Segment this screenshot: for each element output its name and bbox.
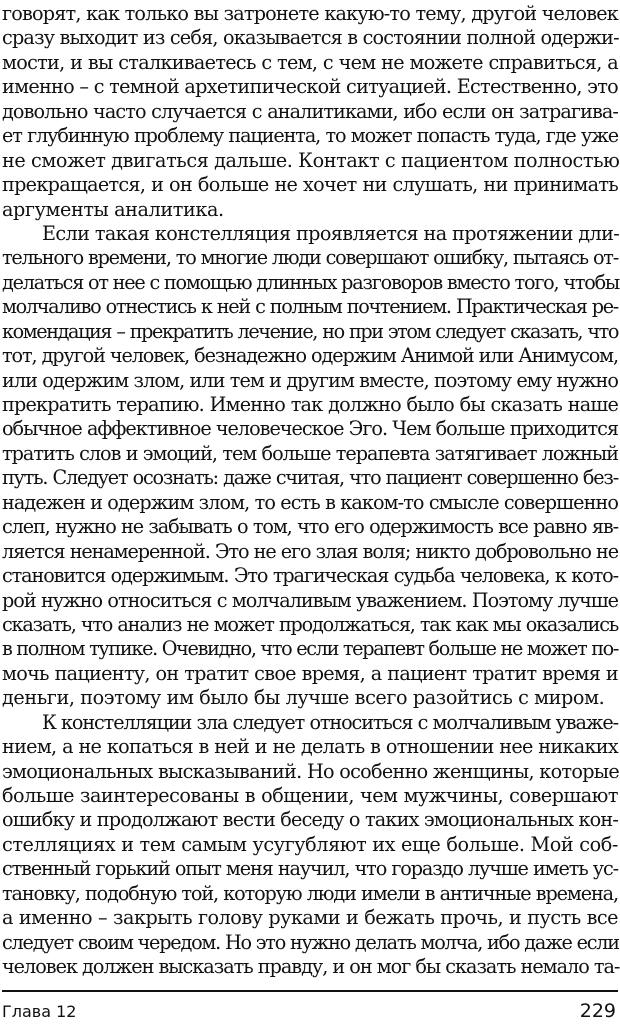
footer-divider [2,990,618,992]
text-line: человек должен высказать правду, и он мог бы сказать немало та- [2,955,620,979]
text-line: тановку, подобную той, которую люди имели в античные времена, [2,881,618,905]
text-line: ляется ненамеренной. Это не его злая воля; никто добровольно не [2,539,618,563]
text-line: мости, и вы сталкиваетесь с тем, с чем не можете справиться, а [2,50,618,74]
text-line: именно – с темной архетипической ситуацией. Естественно, это [2,75,618,99]
text-line: Если такая констелляция проявляется на протяжении дли- [42,221,620,245]
text-line: тот, другой человек, безнадежно одержим Анимой или Анимусом, [2,344,618,368]
text-line: прекратить терапию. Именно так должно было бы сказать наше [2,393,618,416]
text-line: довольно часто случается с аналитиками, ибо если он затрагива- [2,99,618,123]
text-line: ет глубинную проблему пациента, то может попасть туда, где уже [2,124,618,148]
text-line: аргументы аналитика. [2,197,224,221]
text-line: слеп, нужно не забывать о том, что его одержимость все равно яв- [2,515,618,539]
text-line: или одержим злом, или тем и другим вместе, поэтому ему нужно [2,368,618,392]
paragraph-3 [2,711,618,980]
text-line: ственный горький опыт меня научил, что гораздо лучше иметь ус- [2,857,618,881]
text-line: тельного времени, то многие люди совершают ошибку, пытаясь от- [2,246,618,270]
text-line: не сможет двигаться дальше. Контакт с пациентом полностью [2,148,620,172]
text-line: тратить слов и эмоций, тем больше терапевта затягивает ложный [2,441,618,465]
text-line: нием, а не копаться в ней и не делать в отношении нее никаких [2,735,618,759]
text-line: К констелляции зла следует относиться с молчаливым уваже- [42,710,618,734]
text-line: мочь пациенту, он тратит свое время, а пациент тратит время и [2,661,618,685]
text-line: деньги, поэтому им было бы лучше всего разойтись с миром. [2,686,605,710]
text-line: делаться от нее с помощью длинных разговоров вместо того, чтобы [2,270,620,294]
text-line: стелляциях и тем самым усугубляют их еще больше. Мой соб- [2,832,618,856]
paragraph-1 [2,2,618,222]
text-line: а именно – закрыть голову руками и бежать прочь, и пусть все [2,906,618,930]
text-line: сразу выходит из себя, оказывается в состоянии полной одержи- [2,26,619,50]
text-line: больше заинтересованы в общении, чем мужчины, совершают [2,784,618,807]
text-line: в полном тупике. Очевидно, что если терапевт больше не может по- [2,637,619,661]
paragraph-2 [2,222,618,711]
body-text [2,2,618,980]
text-line: комендация – прекратить лечение, но при этом следует сказать, что [2,319,618,343]
text-line: ошибку и продолжают вести беседу о таких эмоциональных кон- [2,808,619,832]
text-line: сказать, что анализ не может продолжаться, так как мы оказались [2,612,618,636]
text-line: становится одержимым. Это трагическая судьба человека, к кото- [2,564,618,588]
text-line: путь. Следует осознать: даже считая, что пациент совершенно без- [2,466,618,490]
text-line: говорят, как только вы затронете какую-то тему, другой человек [2,2,618,25]
text-line: молчаливо отнестись к ней с полным почтением. Практическая ре- [2,295,618,319]
text-line: надежен и одержим злом, то есть в каком-то смысле совершенно [2,490,618,514]
footer-chapter-label: Глава 12 [2,1002,77,1021]
text-line: рой нужно относиться с молчаливым уважением. Поэтому лучше [2,588,618,612]
text-line: эмоциональных высказываний. Но особенно женщины, которые [2,759,620,783]
page-number: 229 [579,1000,616,1022]
text-line: обычное аффективное человеческое Эго. Чем больше приходится [2,417,618,441]
text-line: следует своим чередом. Но это нужно делать молча, ибо даже если [2,930,619,954]
text-line: прекращается, и он больше не хочет ни слушать, ни принимать [2,173,618,197]
